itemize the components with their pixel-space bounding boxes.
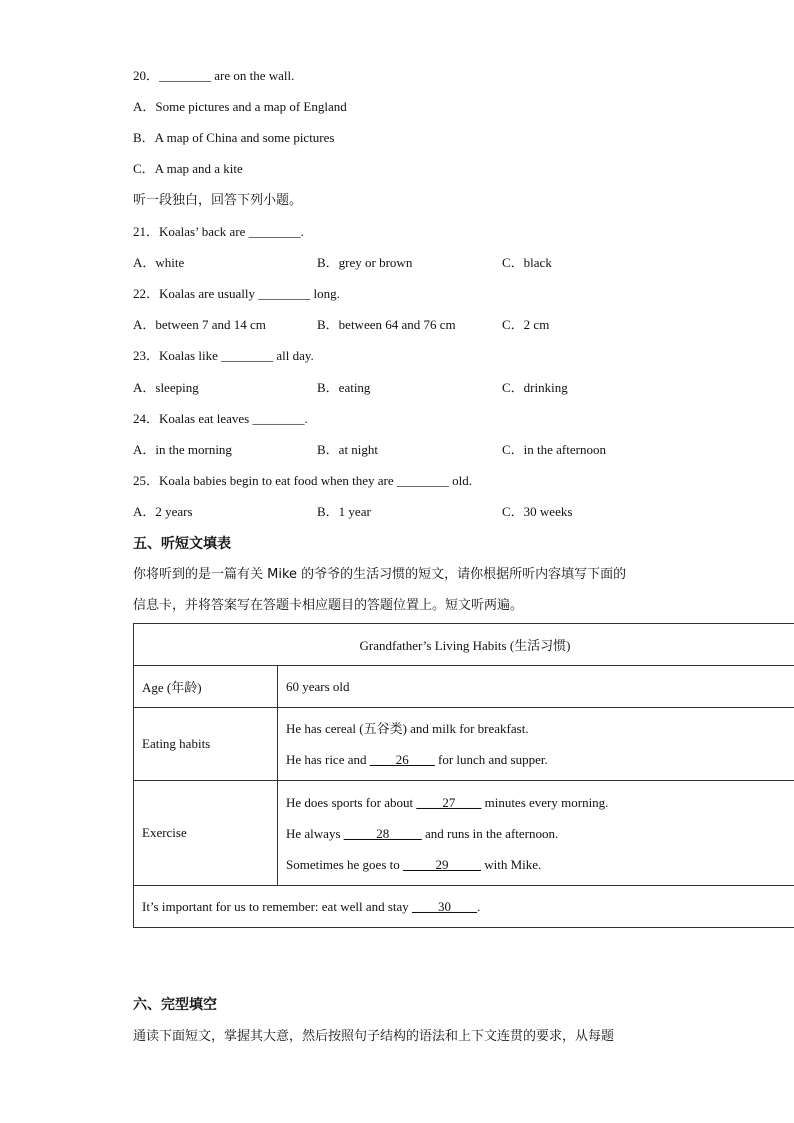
question-21-stem: 21．Koalas’ back are ________. bbox=[133, 224, 304, 239]
question-24-stem: 24．Koalas eat leaves ________. bbox=[133, 411, 308, 426]
blank-26[interactable]: ____26____ bbox=[369, 752, 435, 767]
exercise-line-3-text: Sometimes he goes to bbox=[286, 856, 403, 872]
question-23-stem: 23．Koalas like ________ all day. bbox=[133, 348, 314, 363]
question-24-option-a: A．in the morning bbox=[133, 442, 232, 457]
exercise-line-2-text: He always bbox=[286, 825, 344, 841]
question-23-option-b: B．eating bbox=[317, 380, 371, 395]
question-22-option-a: A．between 7 and 14 cm bbox=[133, 317, 266, 332]
exercise-label: Exercise bbox=[134, 781, 278, 886]
question-23-option-a: A．sleeping bbox=[133, 380, 199, 395]
exercise-line-2 bbox=[286, 818, 788, 849]
section-5-title: 五、听短文填表 bbox=[133, 536, 231, 552]
question-22-option-c: C．2 cm bbox=[502, 317, 550, 332]
exercise-line-3 bbox=[286, 849, 788, 880]
table-title: Grandfather’s Living Habits (生活习惯) bbox=[134, 624, 794, 666]
footer-text: It’s important for us to remember: eat well and stay bbox=[142, 898, 413, 914]
question-25-option-c: C．30 weeks bbox=[502, 504, 573, 519]
eating-line-1: He has cereal (五谷类) and milk for breakfast. bbox=[286, 721, 529, 736]
question-20-option-b: B．A map of China and some pictures bbox=[133, 130, 335, 145]
eating-line-2-text: He has rice and bbox=[286, 752, 370, 767]
question-21-option-c: C．black bbox=[502, 255, 552, 270]
blank-30[interactable]: ____30____ bbox=[412, 898, 478, 914]
question-22-stem: 22．Koalas are usually ________ long. bbox=[133, 286, 340, 301]
monologue-instruction: 听一段独白，回答下列小题。 bbox=[133, 193, 303, 208]
blank-27[interactable]: ____27____ bbox=[416, 794, 482, 810]
question-22-option-b: B．between 64 and 76 cm bbox=[317, 317, 456, 332]
eating-line-2 bbox=[286, 744, 788, 775]
footer-text-end: . bbox=[477, 898, 481, 914]
eating-habits-cell bbox=[278, 708, 794, 781]
exercise-cell bbox=[278, 781, 794, 886]
question-21-option-a: A．white bbox=[133, 255, 185, 270]
question-23-option-c: C．drinking bbox=[502, 380, 568, 395]
question-25-option-b: B．1 year bbox=[317, 504, 371, 519]
exercise-line-1 bbox=[286, 787, 788, 818]
eating-habits-label: Eating habits bbox=[134, 708, 278, 781]
section-5-instruction-line-2: 信息卡，并将答案写在答题卡相应题目的答题位置上。短文听两遍。 bbox=[133, 598, 524, 613]
info-card-table bbox=[133, 623, 794, 928]
question-25-option-a: A．2 years bbox=[133, 504, 193, 519]
blank-28[interactable]: _____28_____ bbox=[343, 825, 422, 841]
section-5-instruction-line-1: 你将听到的是一篇有关 Mike 的爷爷的生活习惯的短文，请你根据所听内容填写下面的 bbox=[133, 567, 627, 582]
exercise-line-3-text-end: with Mike. bbox=[481, 856, 542, 872]
question-20-option-c: C．A map and a kite bbox=[133, 161, 243, 176]
eating-line-2-text-end: for lunch and supper. bbox=[434, 752, 548, 767]
age-value: 60 years old bbox=[278, 666, 794, 708]
question-24-option-c: C．in the afternoon bbox=[502, 442, 606, 457]
exercise-line-1-text-end: minutes every morning. bbox=[481, 794, 609, 810]
exercise-line-1-text: He does sports for about bbox=[286, 794, 417, 810]
age-label: Age (年龄) bbox=[134, 666, 278, 708]
table-footer bbox=[134, 886, 794, 928]
question-20-stem: 20．________ are on the wall. bbox=[133, 68, 295, 83]
question-21-option-b: B．grey or brown bbox=[317, 255, 413, 270]
section-6-instruction: 通读下面短文，掌握其大意，然后按照句子结构的语法和上下文连贯的要求，从每题 bbox=[133, 1029, 615, 1044]
question-25-stem: 25．Koala babies begin to eat food when they are ________ old. bbox=[133, 473, 472, 488]
exercise-line-2-text-end: and runs in the afternoon. bbox=[421, 825, 559, 841]
question-20-option-a: A．Some pictures and a map of England bbox=[133, 99, 347, 114]
blank-29[interactable]: _____29_____ bbox=[403, 856, 481, 872]
section-6-title: 六、完型填空 bbox=[133, 997, 217, 1013]
question-24-option-b: B．at night bbox=[317, 442, 379, 457]
